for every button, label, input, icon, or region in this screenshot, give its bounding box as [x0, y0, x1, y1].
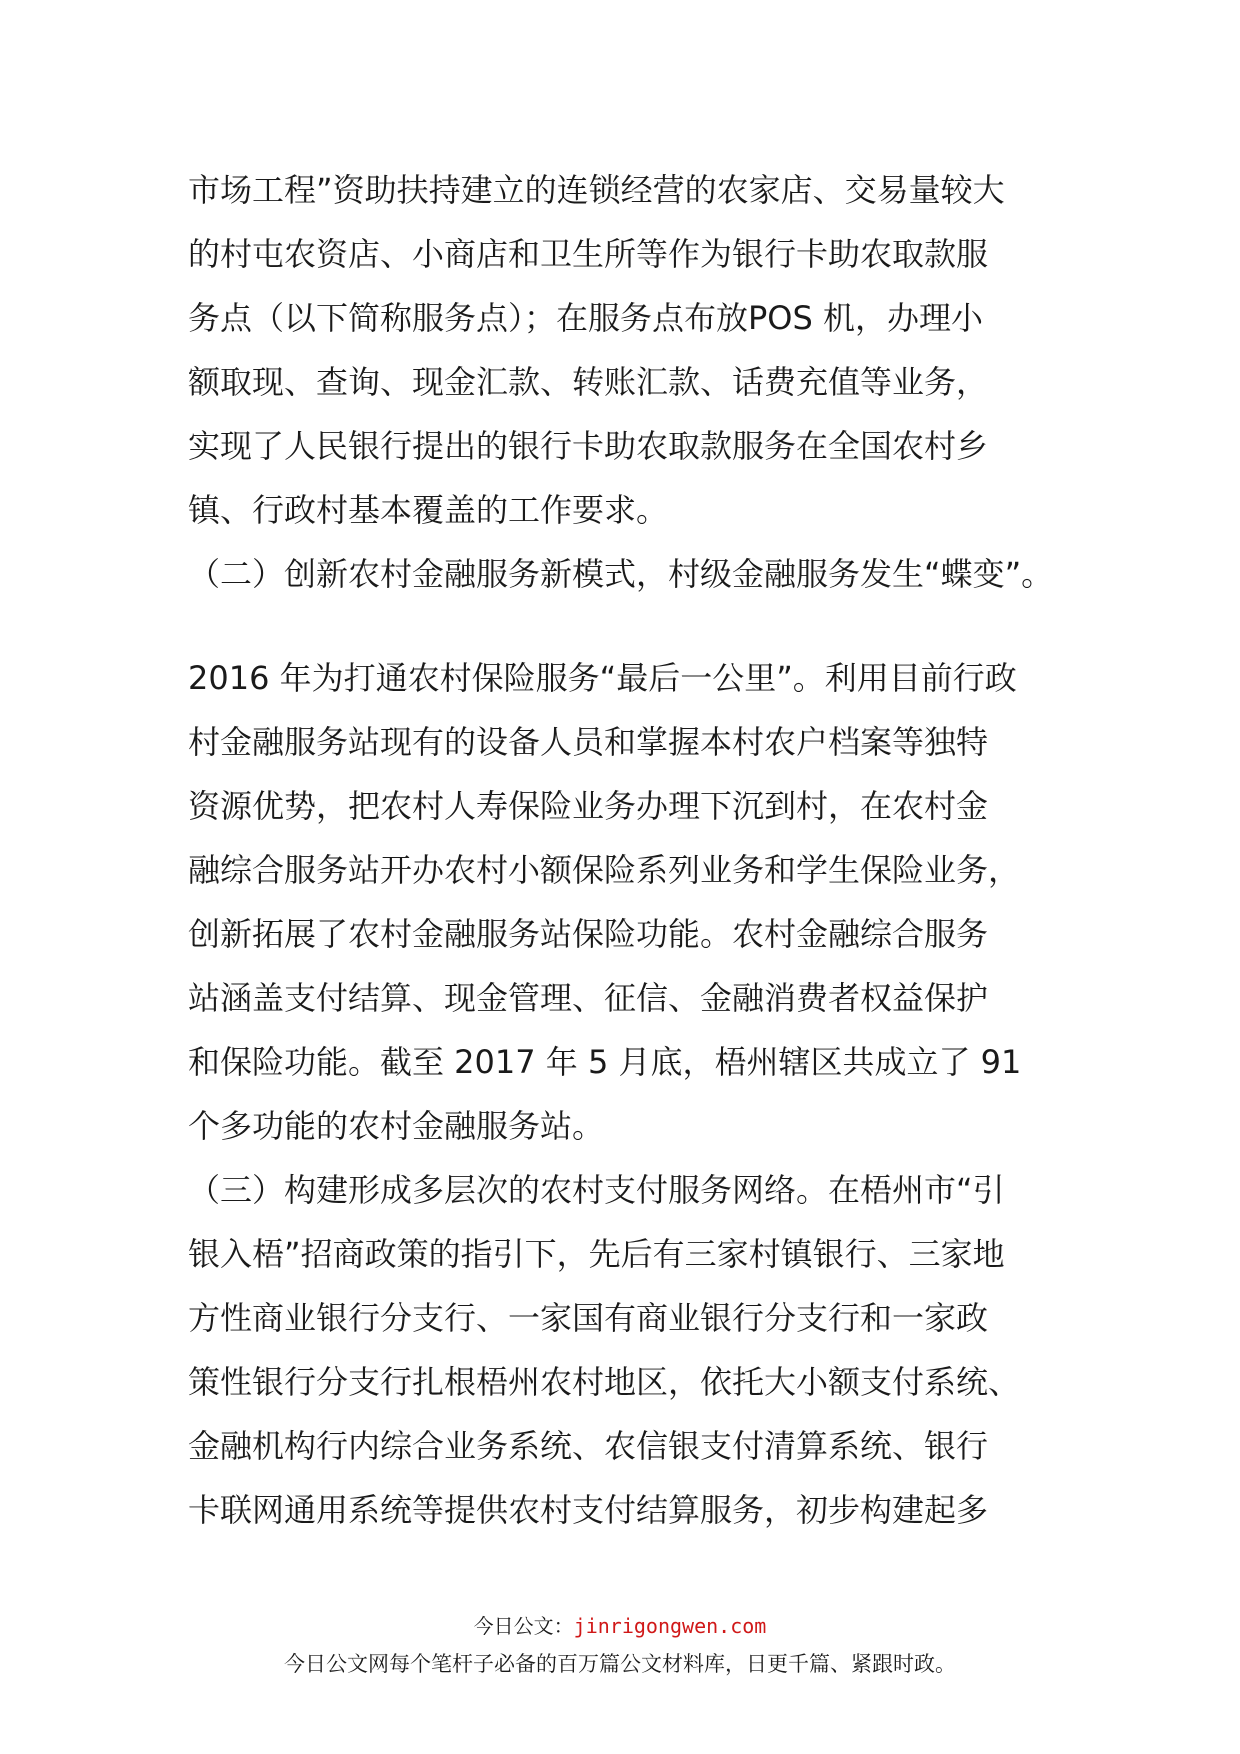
footer-site-url[interactable]: jinrigongwen.com: [573, 1614, 767, 1638]
text-line: 额取现、查询、现金汇款、转账汇款、话费充值等业务，: [188, 363, 989, 401]
footer-tagline: 今日公文网每个笔杆子必备的百万篇公文材料库，日更千篇、紧跟时政。: [284, 1652, 956, 1676]
text-line: 的村屯农资店、小商店和卫生所等作为银行卡助农取款服: [188, 235, 989, 273]
text-line: 2016 年为打通农村保险服务“最后一公里”。利用目前行政: [188, 659, 1017, 697]
paragraph-spacer: [188, 606, 1068, 646]
text-line: 卡联网通用系统等提供农村支付结算服务，初步构建起多: [188, 1491, 989, 1529]
paragraph-1: [188, 158, 1068, 542]
text-line: 策性银行分支行扎根梧州农村地区，依托大小额支付系统、: [188, 1363, 1021, 1401]
text-line: 村金融服务站现有的设备人员和掌握本村农户档案等独特: [188, 723, 989, 761]
footer-site-label: 今日公文：: [473, 1614, 574, 1638]
section-heading-2: （二）创新农村金融服务新模式，村级金融服务发生“蝶变”。: [188, 555, 1054, 593]
document-body: [188, 158, 1068, 1542]
text-line: 金融机构行内综合业务系统、农信银支付清算系统、银行: [188, 1427, 989, 1465]
paragraph-3: [188, 1158, 1068, 1542]
text-line: 资源优势，把农村人寿保险业务办理下沉到村，在农村金: [188, 787, 989, 825]
text-line: 个多功能的农村金融服务站。: [188, 1107, 605, 1145]
text-line: 方性商业银行分支行、一家国有商业银行分支行和一家政: [188, 1299, 989, 1337]
text-line: 银入梧”招商政策的指引下，先后有三家村镇银行、三家地: [188, 1235, 1005, 1273]
text-line: 站涵盖支付结算、现金管理、征信、金融消费者权益保护: [188, 979, 989, 1017]
text-line: （三）构建形成多层次的农村支付服务网络。在梧州市“引: [188, 1171, 1005, 1209]
text-line: 务点（以下简称服务点）；在服务点布放POS 机，办理小: [188, 299, 983, 337]
text-line: 创新拓展了农村金融服务站保险功能。农村金融综合服务: [188, 915, 989, 953]
paragraph-2: [188, 646, 1068, 1158]
text-line: 市场工程”资助扶持建立的连锁经营的农家店、交易量较大: [188, 171, 1005, 209]
text-line: 和保险功能。截至 2017 年 5 月底，梧州辖区共成立了 91: [188, 1043, 1022, 1081]
footer-site: [0, 1610, 1240, 1639]
text-line: 镇、行政村基本覆盖的工作要求。: [188, 491, 669, 529]
text-line: 实现了人民银行提出的银行卡助农取款服务在全国农村乡: [188, 427, 989, 465]
text-line: 融综合服务站开办农村小额保险系列业务和学生保险业务，: [188, 851, 1021, 889]
